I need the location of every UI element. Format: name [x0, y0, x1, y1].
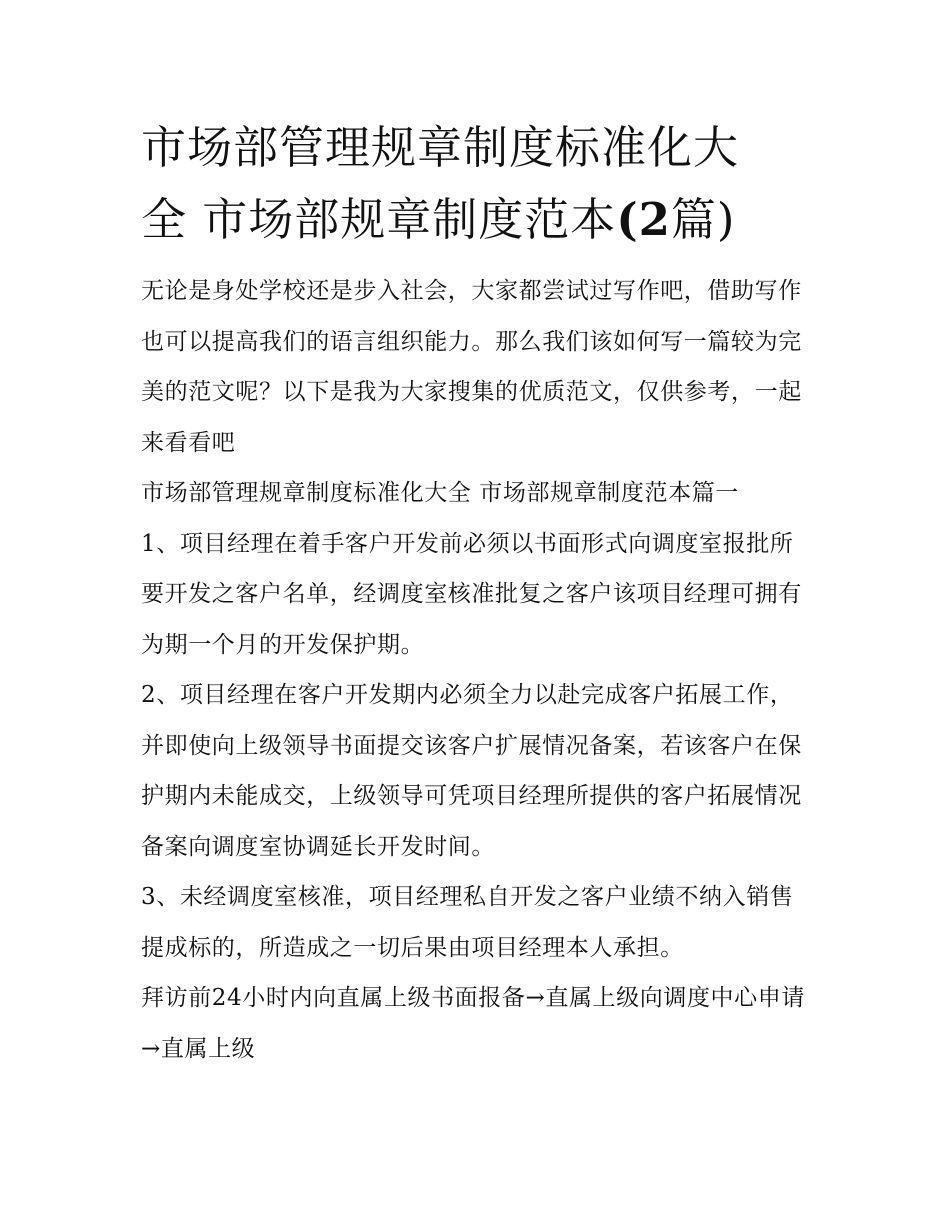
title-line-2-number: (2	[616, 193, 671, 246]
rule-item-1: 1、项目经理在着手客户开发前必须以书面形式向调度室报批所要开发之客户名单，经调度室核准批复之客户该项目经理可拥有为期一个月的开发保护期。	[141, 530, 802, 658]
intro-paragraph: 无论是身处学校还是步入社会，大家都尝试过写作吧，借助写作也可以提高我们的语言组织能力。那么我们该如何写一篇较为完美的范文呢？以下是我为大家搜集的优质范文，仅供参考，一起来看看吧	[141, 278, 802, 456]
title-line-2-suffix: 篇)	[670, 193, 736, 246]
title-line-1: 市场部管理规章制度标准化大	[141, 121, 740, 174]
title-line-2-prefix: 全 市场部规章制度范本	[141, 193, 617, 246]
visit-procedure-paragraph: 拜访前24小时内向直属上级书面报备→直属上级向调度中心申请→直属上级	[141, 985, 805, 1062]
rule-item-3: 3、未经调度室核准，项目经理私自开发之客户业绩不纳入销售提成标的，所造成之一切后果由项目经理本人承担。	[141, 884, 794, 961]
document-body	[141, 266, 817, 1074]
document-content	[141, 112, 817, 1074]
section-heading: 市场部管理规章制度标准化大全 市场部规章制度范本篇一	[141, 480, 739, 506]
rule-item-2: 2、项目经理在客户开发期内必须全力以赴完成客户拓展工作，并即使向上级领导书面提交该客户扩展情况备案，若该客户在保护期内未能成交，上级领导可凭项目经理所提供的客户拓展情况备案向调度室协调延长开发时间。	[141, 682, 802, 860]
document-title	[141, 112, 817, 256]
